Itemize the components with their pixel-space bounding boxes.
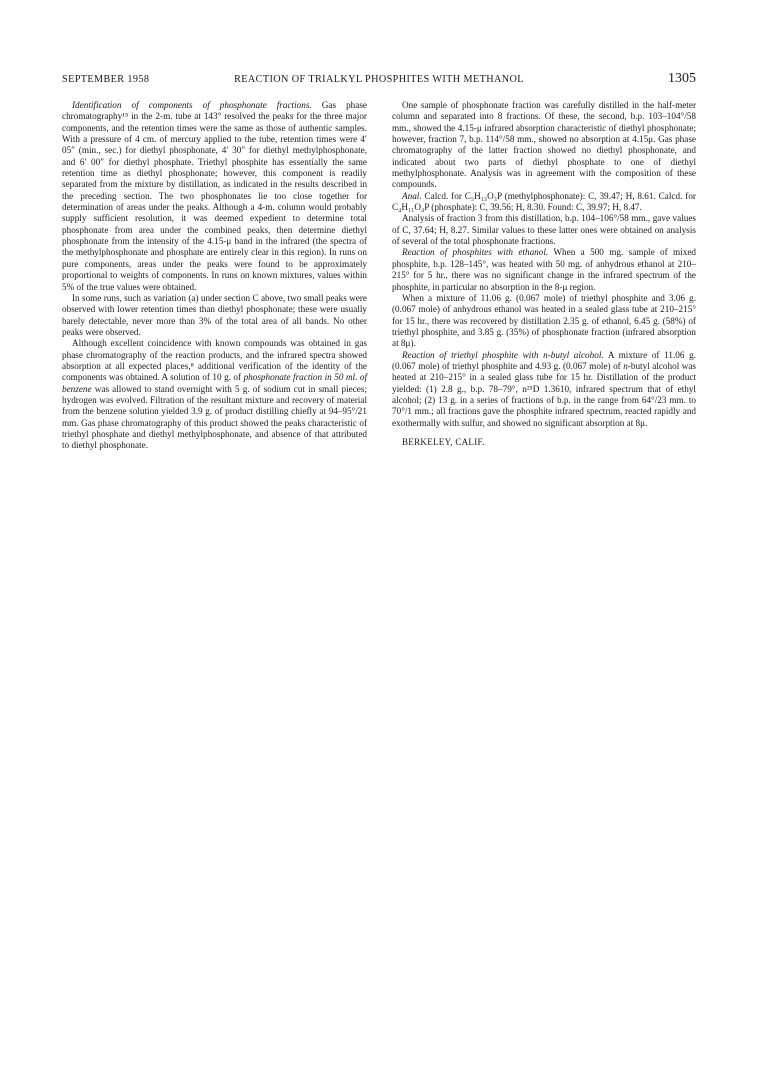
paragraph-text: Gas phase chromatography¹⁵ in the 2-m. tube at 143° resolved the peaks for the three major components, and the retention times were the same as those of authentic samples. With a pressure of 4 cm. of mercury applied to the tube, retention times were 4′ 05″ (min., sec.) for diethyl phosphonate, 4′ 30″ for diethyl methylphosphonate, and 6′ 00″ for diethyl phosphate. Triethyl phosphite has essentially the same retention time as diethyl phosphonate; however, this component is readily separated from the mixture by distillation, as indicated in the results described in the preceding section. The two phosphonates lie too close together for determination of areas under the peaks. Although a 4-m. column would probably supply sufficient resolution, it was deemed expedient to determine total phosphonate from area under the combined peaks, then determine diethyl phosphonate from the intensity of the 4.15-μ band in the infrared (the spectra of the methylphosphonate and phosphate are entirely clear in this region). In runs on pure components, areas under the peaks were found to be approximately proportional to weights of components. In runs on known mixtures, values within 5% of the true values were obtained. — [62, 100, 367, 292]
section-heading-identification: Identification of components of phosphonate fractions. — [72, 100, 312, 110]
italic-phrase: phosphonate fraction in 50 ml. of benzene — [62, 372, 368, 394]
paragraph-text: Calcd. for C₅H₁₃O₃P (methylphosphonate): C, 39.47; H, 8.61. Calcd. for C₄H₁₁O₄P (phosphate): C, 39.56; H, 8.30. Found: C, 39.97; H, 8.47. — [392, 190, 696, 213]
paragraph-mixture: When a mixture of 11.06 g. (0.067 mole) of triethyl phosphite and 3.06 g. (0.067 mole) of anhydrous ethanol was heated in a sealed glass tube at 210–215° for 15 hr., there was recovered by distillation 2.35 g. of ethanol, 6.45 g. (58%) of triethyl phosphite, and 3.85 g. (35%) of phosphonate fraction (infrared absorption at 8μ). — [392, 292, 696, 349]
paragraph-text: Although excellent coincidence with known compounds was obtained in gas phase chromatography of the reaction products, and the infrared spectra showed absorption at all expected places,⁸ additional verification of the identity of the components was obtained. A solution of 10 g. of — [62, 338, 367, 383]
paragraph-fraction-3: Analysis of fraction 3 from this distillation, b.p. 104–106°/58 mm., gave values of C, 37.64; H, 8.27. Similar values to these latter ones were obtained on analysis of several of the total phosphonate fractions. — [392, 213, 696, 247]
issue-date: SEPTEMBER 1958 — [62, 74, 150, 85]
paragraph-analysis — [392, 191, 696, 214]
paragraph-distillation: One sample of phosphonate fraction was carefully distilled in the half-meter column and separated into 8 fractions. Of these, the second, b.p. 103–104°/58 mm., showed the 4.15-μ infrared absorption characteristic of diethyl phosphonate; however, fraction 7, b.p. 114°/58 mm., showed no absorption at 4.15μ. Gas phase chromatography of the latter fraction showed no diethyl phosphonate, and indicated about two parts of diethyl phosphate to one of diethyl methylphosphonate. Analysis was in agreement with the composition of these compounds. — [392, 100, 696, 190]
section-heading-butyl: Reaction of triethyl phosphite with n-butyl alcohol. — [402, 349, 604, 360]
running-title: REACTION OF TRIALKYL PHOSPHITES WITH METHANOL — [234, 74, 524, 85]
italic-n: n — [623, 360, 628, 371]
left-column — [62, 100, 367, 452]
paragraph-butyl-alcohol — [392, 350, 696, 429]
paragraph-verification — [62, 338, 367, 451]
right-column — [392, 100, 696, 448]
analysis-label: Anal. — [402, 190, 422, 201]
paragraph-identification — [62, 100, 367, 293]
paragraph-text: A mixture of 11.06 g. (0.067 mole) of triethyl phosphite and 4.93 g. (0.067 mole) of — [392, 349, 696, 371]
author-location: BERKELEY, CALIF. — [402, 436, 485, 447]
paragraph-phosphites-ethanol — [392, 247, 696, 292]
paragraph-text: When a 500 mg. sample of mixed phosphite, b.p. 128–145°, was heated with 50 mg. of anhydrous ethanol at 210–215° for 5 hr., there was no significant change in the infrared spectrum of the phosphite, in particular no absorption in the 8-μ region. — [392, 247, 696, 292]
paragraph-text: -butyl alcohol was heated at 210–215° in a sealed glass tube for 15 hr. Distillation of the product yielded: (1) 2.8 g., b.p. 78–79°, n²⁵D 1.3610, infrared spectrum that of ethyl alcohol; (2) 13 g. in a series of fractions of b.p. in the range from 64°/23 mm. to 70°/1 mm.; all fractions gave the phosphite infrared spectrum, reacted rapidly and exothermally with sulfur, and showed no significant absorption at 8μ. — [392, 360, 696, 428]
paragraph-small-peaks: In some runs, such as variation (a) under section C above, two small peaks were observed with lower retention times than diethyl phosphonate; these were usually barely detectable, never more than 3% of the total area of all bands. No other peaks were observed. — [62, 292, 367, 337]
paragraph-text: was allowed to stand overnight with 5 g. of sodium cut in small pieces; hydrogen was evolved. Filtration of the resultant mixture and recovery of material from the benzene solution yielded 3.9 g. of product distilling chiefly at 94–95°/21 mm. Gas phase chromatography of this product showed the peaks characteristic of triethyl phosphate and diethyl methylphosphonate, and absence of that attributed to diethyl phosphonate. — [62, 383, 367, 451]
section-heading-ethanol: Reaction of phosphites with ethanol. — [402, 247, 549, 258]
page-number: 1305 — [668, 71, 696, 86]
running-header — [62, 71, 696, 90]
